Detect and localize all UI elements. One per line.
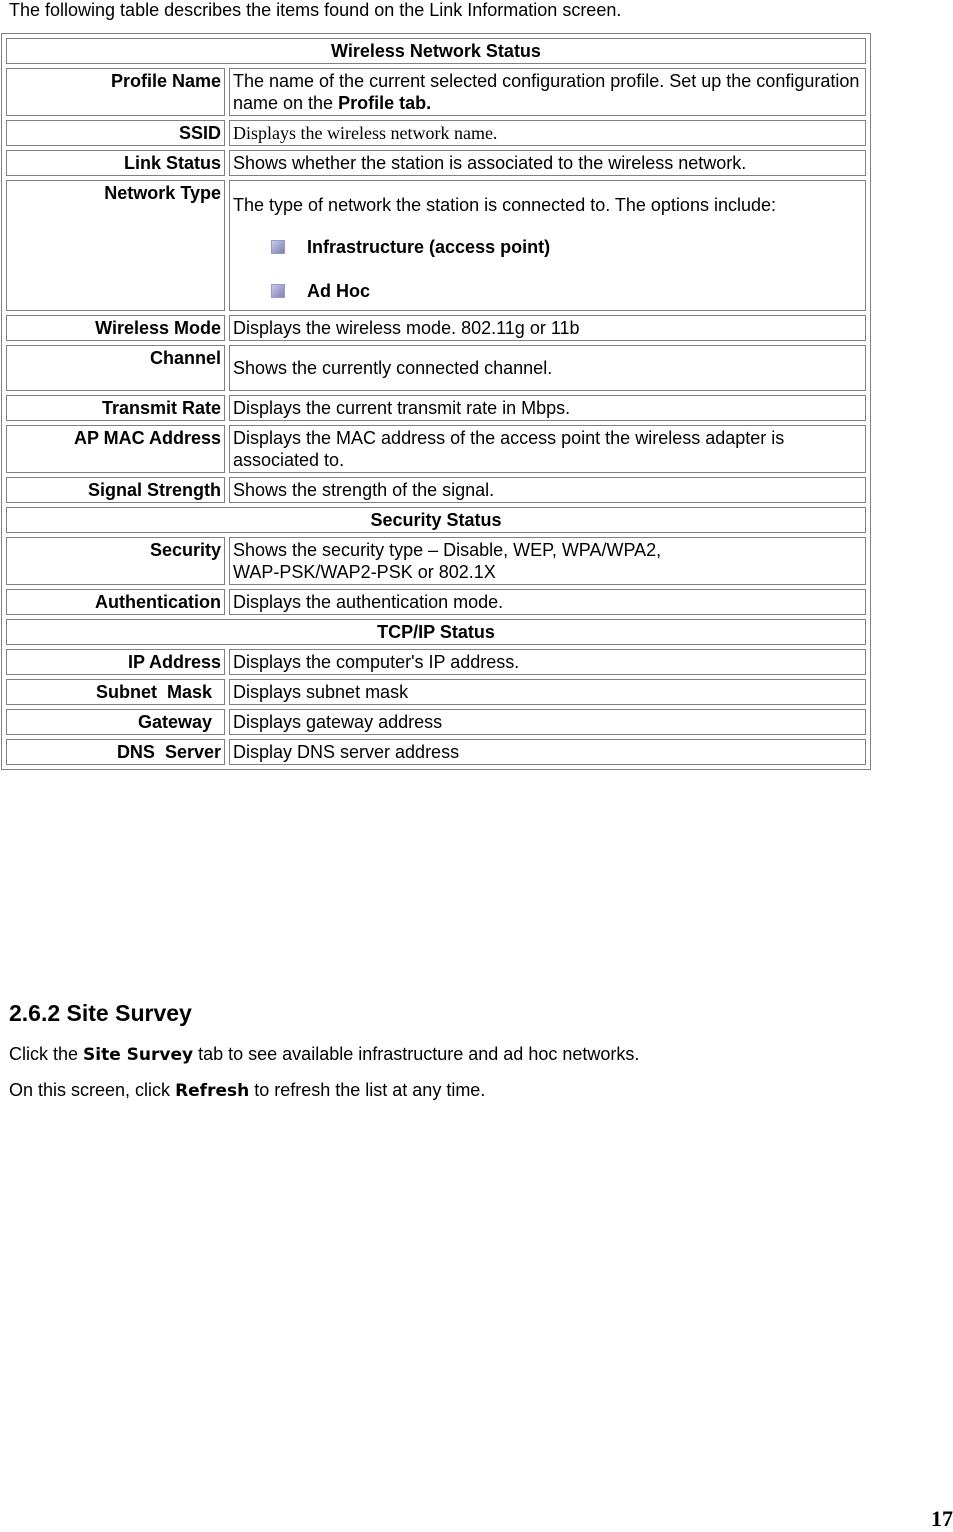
section-heading: 2.6.2 Site Survey <box>9 1000 192 1026</box>
option-label: Ad Hoc <box>307 281 370 301</box>
row-desc <box>229 180 866 311</box>
table-row <box>6 395 866 421</box>
table-row <box>6 537 866 585</box>
text: tab to see available infrastructure and ad hoc networks. <box>193 1044 640 1064</box>
page-number: 17 <box>931 1506 953 1531</box>
row-label: Profile Name <box>6 68 225 116</box>
row-label: Transmit Rate <box>6 395 225 421</box>
row-desc <box>229 68 866 116</box>
table-row <box>6 150 866 176</box>
desc-line: Shows the security type – Disable, WEP, WPA/WPA2, <box>233 540 662 560</box>
table-row <box>6 589 866 615</box>
desc-text: Shows the currently connected channel. <box>233 358 553 378</box>
row-desc: Displays the MAC address of the access point the wireless adapter is associated to. <box>229 425 866 473</box>
row-label: DNS Server <box>6 739 225 765</box>
row-label: Authentication <box>6 589 225 615</box>
row-label: Link Status <box>6 150 225 176</box>
row-label: Gateway <box>6 709 225 735</box>
row-desc <box>229 345 866 391</box>
section-wireless-status: Wireless Network Status <box>6 38 866 64</box>
link-info-table <box>1 33 871 770</box>
paragraph-refresh <box>9 1080 485 1101</box>
row-desc: Shows the strength of the signal. <box>229 477 866 503</box>
table-row <box>6 739 866 765</box>
text: Click the <box>9 1044 84 1064</box>
row-desc: Shows whether the station is associated to the wireless network. <box>229 150 866 176</box>
site-survey-tab-ref: Site Survey <box>83 1045 194 1065</box>
desc-text: The type of network the station is connected to. The options include: <box>233 195 776 215</box>
table-row <box>6 345 866 391</box>
intro-text: The following table describes the items found on the Link Information screen. <box>9 0 622 20</box>
row-desc: Displays the authentication mode. <box>229 589 866 615</box>
desc-text: The name of the current selected configuration profile. Set up the configuration name on the <box>233 71 860 113</box>
desc-line: WAP-PSK/WAP2-PSK or 802.1X <box>233 562 496 582</box>
row-desc: Displays the current transmit rate in Mbps. <box>229 395 866 421</box>
option-item <box>271 280 862 302</box>
row-label: Channel <box>6 345 225 391</box>
text: to refresh the list at any time. <box>249 1080 486 1100</box>
row-label: Wireless Mode <box>6 315 225 341</box>
row-desc: Displays gateway address <box>229 709 866 735</box>
section-tcpip-status: TCP/IP Status <box>6 619 866 645</box>
table-row <box>6 180 866 311</box>
option-label: Infrastructure (access point) <box>307 237 551 257</box>
row-label: Subnet Mask <box>6 679 225 705</box>
row-label: SSID <box>6 120 225 146</box>
row-desc: Displays the wireless mode. 802.11g or 11b <box>229 315 866 341</box>
bullet-square-icon <box>271 240 285 254</box>
row-label: Network Type <box>6 180 225 311</box>
section-security-status: Security Status <box>6 507 866 533</box>
text: On this screen, click <box>9 1080 176 1100</box>
table-row <box>6 315 866 341</box>
table-row <box>6 679 866 705</box>
option-item <box>271 236 862 258</box>
row-desc: Displays the computer's IP address. <box>229 649 866 675</box>
row-desc: Display DNS server address <box>229 739 866 765</box>
table-row <box>6 120 866 146</box>
table-row <box>6 68 866 116</box>
profile-tab-ref: Profile tab. <box>338 93 432 113</box>
row-label: Security <box>6 537 225 585</box>
table-row <box>6 709 866 735</box>
table-row <box>6 649 866 675</box>
row-label: IP Address <box>6 649 225 675</box>
bullet-square-icon <box>271 284 285 298</box>
table-row <box>6 425 866 473</box>
table-row <box>6 477 866 503</box>
row-label: Signal Strength <box>6 477 225 503</box>
row-desc <box>229 537 866 585</box>
row-desc: Displays subnet mask <box>229 679 866 705</box>
refresh-button-ref: Refresh <box>175 1081 250 1101</box>
row-label: AP MAC Address <box>6 425 225 473</box>
paragraph-site-survey <box>9 1044 639 1065</box>
row-desc: Displays the wireless network name. <box>229 120 866 146</box>
